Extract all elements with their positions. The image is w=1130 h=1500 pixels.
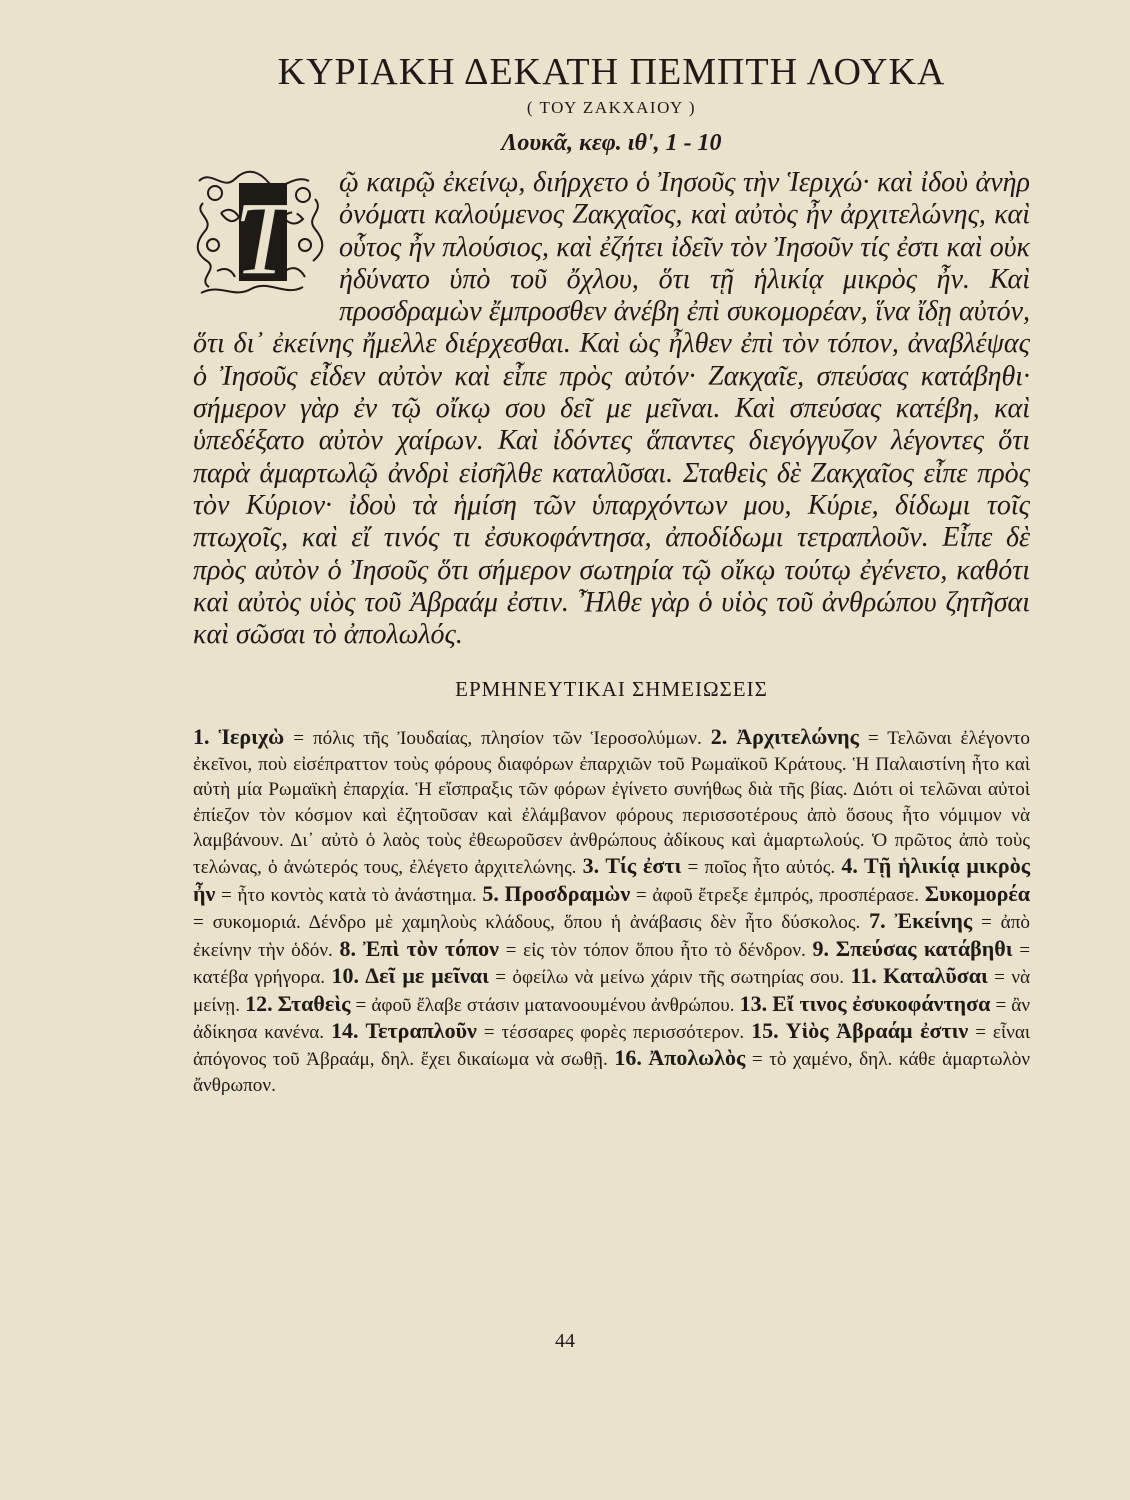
note-term: Τετραπλοῦν [365, 1017, 477, 1043]
note-term: Ἀπολωλὸς [648, 1045, 746, 1071]
note-item [582, 853, 836, 879]
page-subtitle: ( ΤΟΥ ΖΑΚΧΑΙΟΥ ) [526, 98, 697, 117]
initial-letter: Τ [234, 181, 292, 296]
note-term: Προσδραμὼν [504, 880, 631, 906]
note-item [245, 990, 735, 1016]
note-number: 9. [812, 935, 829, 961]
note-number: 3. [582, 853, 600, 879]
note-definition: = ἦτο κοντὸς κατὰ τὸ ἀνάστημα. [221, 884, 477, 906]
note-number: 8. [339, 935, 357, 961]
note-term: Δεῖ με μεῖναι [365, 963, 489, 989]
note-term: Συκομορέα [924, 880, 1031, 906]
note-term: Ἀρχιτελώνης [736, 724, 859, 750]
note-definition: = τὸ χαμένο, δηλ. κάθε ἁμαρτωλὸν ἄνθρωπον. [193, 1049, 1031, 1096]
page-number: 44 [555, 1330, 575, 1352]
note-term: Σταθεὶς [277, 990, 351, 1016]
note-definition: = ὀφείλω νὰ μείνω χάριν τῆς σωτηρίας σου. [495, 967, 845, 989]
note-definition: = Τελῶναι ἐλέγοντο ἐκεῖνοι, ποὺ εἰσέπραττον τοὺς φόρους διαφόρων ἐπαρχιῶν τοῦ Ρωμαϊκοῦ Κράτους. Ἡ Παλαιστίνη ἦτο καὶ αὐτὴ μία Ρωμαϊκὴ ἐπαρχία. Ἡ εἴσπραξις τῶν φόρων ἐγίνετο συνήθως διὰ τῆς βίας. Διότι οἱ τελῶναι αὐτοὶ ἐπίεζον τὸν κόσμον καὶ ἐζητοῦσαν καὶ ἐλάμβανον φόρους περισσοτέρους ἀπὸ ὅσους ἦτο νόμιμον νὰ λαμβάνουν. Δι᾿ αὐτὸ ὁ λαὸς τοὺς ἐθεωροῦσεν ἀνθρώπους ἀδίκους καὶ ἁμαρτωλούς. Ὁ πρῶτος ἀπὸ τοὺς τελώνας, ὁ ἀνώτερός τους, ἐλέγετο ἀρχιτελώνης. [193, 728, 1031, 879]
note-term: Εἴ τινος ἐσυκοφάντησα [772, 990, 991, 1016]
note-term: Τῇ ἡλικίᾳ μικρὸς ἦν [193, 853, 1030, 906]
note-item [482, 880, 920, 906]
note-number: 2. [710, 724, 728, 750]
notes-body [193, 724, 1030, 1098]
note-term: Τίς ἐστι [605, 853, 682, 879]
note-definition: = εἰς τὸν τόπον ὅπου ἦτο τὸ δένδρον. [505, 939, 806, 961]
note-definition: = νὰ μείνῃ. [193, 967, 1031, 1016]
note-number: 16. [614, 1045, 642, 1071]
note-item [193, 724, 702, 750]
note-number: 15. [751, 1017, 779, 1043]
note-definition: = ποῖος ἦτο αὐτός. [687, 857, 836, 879]
note-number: 4. [841, 853, 858, 879]
note-term: Σπεύσας κατάβηθι [835, 935, 1013, 961]
note-definition: = πόλις τῆς Ἰουδαίας, πλησίον τῶν Ἱεροσολύμων. [293, 728, 702, 750]
decorated-initial [193, 169, 325, 299]
note-definition: = τέσσαρες φορὲς περισσότερον. [483, 1021, 745, 1043]
note-definition: = ἂν ἀδίκησα κανένα. [193, 994, 1031, 1043]
note-item [331, 963, 845, 989]
note-term: Ἐκείνης [894, 908, 973, 934]
note-number: 14. [331, 1017, 359, 1043]
note-number: 1. [193, 724, 210, 750]
note-number: 5. [482, 880, 499, 906]
note-term: Καταλῦσαι [883, 963, 988, 989]
note-item [331, 1017, 745, 1043]
note-term: Ἱεριχὼ [218, 724, 285, 750]
note-term: Υἱὸς Ἀβραάμ ἐστιν [785, 1017, 969, 1043]
note-definition: = κατέβα γρήγορα. [193, 939, 1031, 989]
note-number: 13. [739, 990, 768, 1016]
note-number: 12. [245, 990, 273, 1016]
gospel-text: ῷ καιρῷ ἐκείνῳ, διήρχετο ὁ Ἰησοῦς τὴν Ἱεριχώ· καὶ ἰδοὺ ἀνὴρ ὀνόματι καλούμενος Ζακχαῖος, καὶ αὐτὸς ἦν ἀρχιτελώνης, καὶ οὗτος ἦν πλούσιος, καὶ ἐζήτει ἰδεῖν τὸν Ἰησοῦν τίς ἐστι καὶ οὐκ ἠδύνατο ὑπὸ τοῦ ὄχλου, ὅτι τῇ ἡλικίᾳ μικρὸς ἦν. Καὶ προσδραμὼν ἔμπροσθεν ἀνέβη ἐπὶ συκομορέαν, ἵνα ἴδῃ αὐτόν, ὅτι δι᾿ ἐκείνης ἤμελλε διέρχεσθαι. Καὶ ὡς ἦλθεν ἐπὶ τὸν τόπον, ἀναβλέψας ὁ Ἰησοῦς εἶδεν αὐτὸν καὶ εἶπε πρὸς αὐτόν· Ζακχαῖε, σπεύσας κατάβηθι· σήμερον γὰρ ἐν τῷ οἴκῳ σου δεῖ με μεῖναι. Καὶ σπεύσας κατέβη, καὶ ὑπεδέξατο αὐτὸν χαίρων. Καὶ ἰδόντες ἅπαντες διεγόγγυζον λέγοντες ὅτι παρὰ ἁμαρτωλῷ ἀνδρὶ εἰσῆλθε καταλῦσαι. Σταθεὶς δὲ Ζακχαῖος εἶπε πρὸς τὸν Κύριον· ἰδοὺ τὰ ἡμίση τῶν ὑπαρχόντων μου, Κύριε, δίδωμι τοῖς πτωχοῖς, καὶ εἴ τινός τι ἐσυκοφάντησα, ἀποδίδωμι τετραπλοῦν. Εἶπε δὲ πρὸς αὐτὸν ὁ Ἰησοῦς ὅτι σήμερον σωτηρία τῷ οἴκῳ τούτῳ ἐγένετο, καθότι καὶ αὐτὸς υἱὸς τοῦ Ἀβραάμ ἐστιν. Ἦλθε γὰρ ὁ υἱὸς τοῦ ἀνθρώπου ζητῆσαι καὶ σῶσαι τὸ ἀπολωλός. [193, 167, 1030, 651]
gospel-reading [193, 167, 1030, 651]
note-definition: = ἀφοῦ ἔτρεξε ἐμπρός, προσπέρασε. [635, 884, 920, 906]
note-number: 11. [850, 963, 877, 989]
note-definition: = ἀπὸ ἐκείνην τὴν ὁδόν. [193, 912, 1031, 961]
note-item [339, 935, 806, 961]
note-definition: = συκομοριά. Δένδρο μὲ χαμηλοὺς κλάδους, ὅπου ἡ ἀνάβασις δὲν ἦτο δύσκολος. [193, 912, 861, 934]
note-definition: = εἶναι ἀπόγονος τοῦ Ἀβραάμ, δηλ. ἔχει δικαίωμα νὰ σωθῇ. [193, 1021, 1031, 1071]
note-number: 7. [869, 908, 886, 934]
note-term: Ἐπὶ τὸν τόπον [362, 935, 499, 961]
note-number: 10. [331, 963, 359, 989]
scripture-reference: Λουκᾶ, κεφ. ιθ', 1 - 10 [501, 130, 722, 156]
page-title: ΚΥΡΙΑΚΗ ΔΕΚΑΤΗ ΠΕΜΠΤΗ ΛΟΥΚΑ [277, 51, 946, 93]
notes-heading: ΕΡΜΗΝΕΥΤΙΚΑΙ ΣΗΜΕΙΩΣΕΙΣ [455, 677, 768, 702]
note-definition: = ἀφοῦ ἔλαβε στάσιν ματανοουμένου ἀνθρώπου. [355, 994, 735, 1016]
